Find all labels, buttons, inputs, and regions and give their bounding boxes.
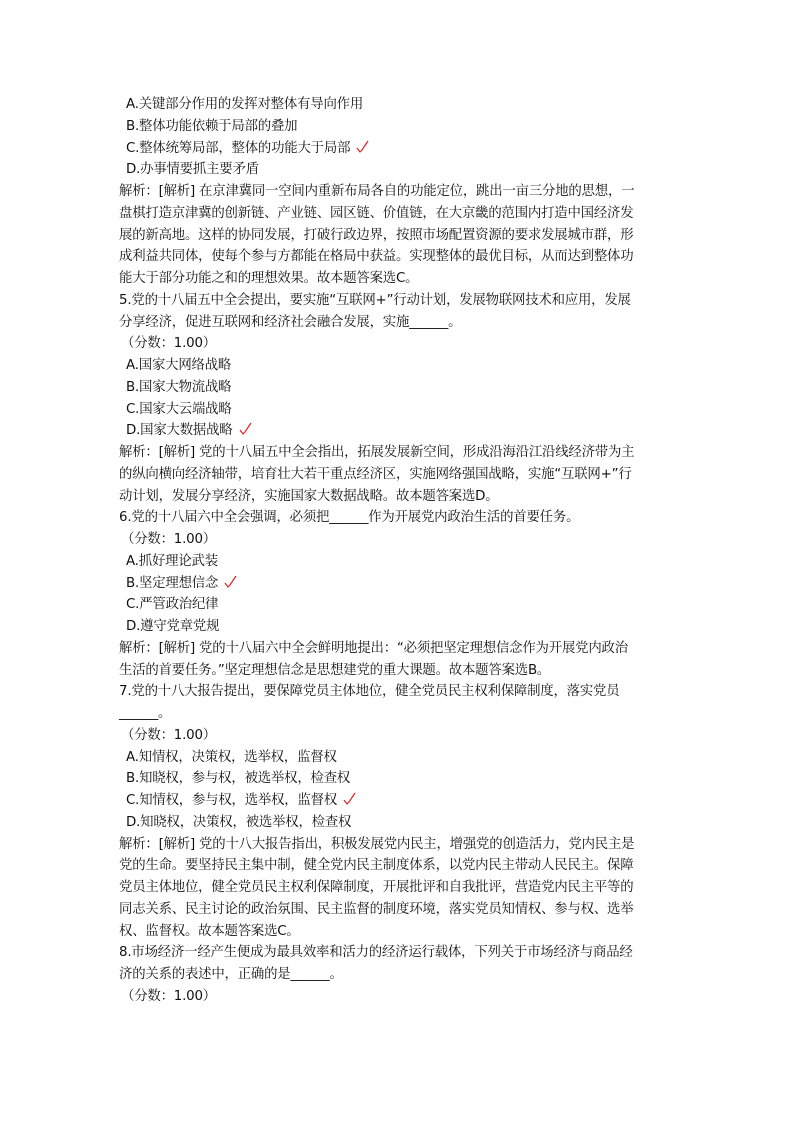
question-text: 6.党的十八届六中全会强调，必须把______作为开展党内政治生活的首要任务。 <box>119 510 580 526</box>
score-text: （分数：1.00） <box>121 336 216 352</box>
option-line <box>119 116 679 138</box>
option-line <box>119 594 679 616</box>
analysis-text: 成利益共同体，使每个参与方都能在格局中获益。实现整体的最优目标，从而达到整体功 <box>119 249 634 265</box>
checkmark-icon <box>343 792 359 806</box>
option-line <box>119 790 679 812</box>
checkmark-icon <box>239 422 255 436</box>
option-text: D.知晓权，决策权，被选举权，检查权 <box>126 814 352 830</box>
score-text: （分数：1.00） <box>121 988 216 1004</box>
question-line <box>119 312 679 334</box>
option-line <box>119 159 679 181</box>
question-text: 分享经济，促进互联网和经济社会融合发展，实施______。 <box>119 314 462 330</box>
question-text: 5.党的十八届五中全会提出，要实施“互联网+”行动计划，发展物联网技术和应用，发展 <box>119 292 631 308</box>
analysis-text: 党的生命。要坚持民主集中制，健全党内民主制度体系，以党内民主带动人民民主。保障 <box>119 858 634 874</box>
document-page <box>119 94 679 1008</box>
question-text: ______。 <box>119 706 172 721</box>
analysis-text: 能大于部分功能之和的理想效果。故本题答案选C。 <box>119 271 419 286</box>
score-line <box>119 529 679 551</box>
option-text: A.知情权，决策权，选举权，监督权 <box>126 749 337 765</box>
analysis-line <box>119 464 679 486</box>
question-line <box>119 681 679 703</box>
checkmark-icon <box>356 140 372 154</box>
option-line <box>119 138 679 160</box>
analysis-text: 生活的首要任务。”坚定理想信念是思想建党的重大课题。故本题答案选B。 <box>119 662 551 678</box>
analysis-line <box>119 246 679 268</box>
option-text: B.国家大物流战略 <box>126 379 232 395</box>
analysis-line <box>119 899 679 921</box>
option-line <box>119 812 679 834</box>
option-text: C.严管政治纪律 <box>126 597 219 613</box>
score-line <box>119 333 679 355</box>
option-text: A.关键部分作用的发挥对整体有导向作用 <box>126 97 364 112</box>
option-text: C.整体统筹局部，整体的功能大于局部 <box>126 140 351 156</box>
question-line <box>119 942 679 964</box>
analysis-line <box>119 203 679 225</box>
analysis-text: 党员主体地位，健全党员民主权利保障制度，开展批评和自我批评，营造党内民主平等的 <box>119 880 634 895</box>
question-line <box>119 290 679 312</box>
option-line <box>119 768 679 790</box>
question-line <box>119 964 679 986</box>
option-text: C.知情权，参与权，选举权，监督权 <box>126 793 338 808</box>
analysis-text: 盘棋打造京津冀的创新链、产业链、园区链、价值链，在大京畿的范围内打造中国经济发 <box>119 205 634 221</box>
option-text: B.整体功能依赖于局部的叠加 <box>126 118 298 134</box>
option-line <box>119 551 679 573</box>
analysis-line <box>119 268 679 290</box>
option-text: D.国家大数据战略 <box>126 423 233 439</box>
option-text: C.国家大云端战略 <box>126 401 232 417</box>
score-text: （分数：1.00） <box>121 727 216 743</box>
analysis-line <box>119 638 679 660</box>
question-text: 7.党的十八大报告提出，要保障党员主体地位，健全党员民主权利保障制度，落实党员 <box>119 684 620 700</box>
option-line <box>119 399 679 421</box>
option-text: D.办事情要抓主要矛盾 <box>126 162 259 178</box>
analysis-text: 的纵向横向经济轴带，培育壮大若干重点经济区，实施网络强国战略，实施“互联网+”行 <box>119 466 632 482</box>
analysis-line <box>119 877 679 899</box>
option-line <box>119 616 679 638</box>
question-line <box>119 703 679 725</box>
analysis-line <box>119 921 679 943</box>
analysis-text: 动计划，发展分享经济，实施国家大数据战略。故本题答案选D。 <box>119 488 499 504</box>
option-line <box>119 573 679 595</box>
option-text: B.知晓权，参与权，被选举权，检查权 <box>126 771 351 787</box>
analysis-text: 解析：[解析] 党的十八届六中全会鲜明地提出：“必须把坚定理想信念作为开展党内政治 <box>119 640 628 656</box>
analysis-line <box>119 442 679 464</box>
option-line <box>119 377 679 399</box>
checkmark-icon <box>224 575 240 589</box>
option-line <box>119 94 679 116</box>
analysis-text: 同志关系、民主讨论的政治氛围、民主监督的制度环境，落实党员知情权、参与权、选举 <box>119 901 634 917</box>
analysis-line <box>119 225 679 247</box>
analysis-line <box>119 834 679 856</box>
analysis-line <box>119 486 679 508</box>
question-text: 8.市场经济一经产生便成为最具效率和活力的经济运行载体，下列关于市场经济与商品经 <box>119 945 633 961</box>
score-line <box>119 725 679 747</box>
option-text: A.国家大网络战略 <box>126 358 232 373</box>
analysis-text: 解析：[解析] 党的十八大报告指出，积极发展党内民主，增强党的创造活力，党内民主是 <box>119 836 635 852</box>
option-line <box>119 355 679 377</box>
score-text: （分数：1.00） <box>121 532 216 547</box>
option-text: B.坚定理想信念 <box>126 575 219 591</box>
question-text: 济的关系的表述中，正确的是______。 <box>119 967 343 982</box>
analysis-text: 解析：[解析] 党的十八届五中全会指出，拓展发展新空间，形成沿海沿江沿线经济带为主 <box>119 445 635 460</box>
analysis-line <box>119 855 679 877</box>
analysis-text: 解析：[解析] 在京津冀同一空间内重新布局各自的功能定位，跳出一亩三分地的思想，一 <box>119 184 635 199</box>
question-line <box>119 507 679 529</box>
analysis-line <box>119 660 679 682</box>
option-text: A.抓好理论武装 <box>126 553 218 569</box>
option-text: D.遵守党章党规 <box>126 619 220 634</box>
score-line <box>119 986 679 1008</box>
analysis-text: 展的新高地。这样的协同发展，打破行政边界，按照市场配置资源的要求发展城市群，形 <box>119 227 634 243</box>
analysis-text: 权、监督权。故本题答案选C。 <box>119 923 300 939</box>
option-line <box>119 747 679 769</box>
analysis-line <box>119 181 679 203</box>
option-line <box>119 420 679 442</box>
